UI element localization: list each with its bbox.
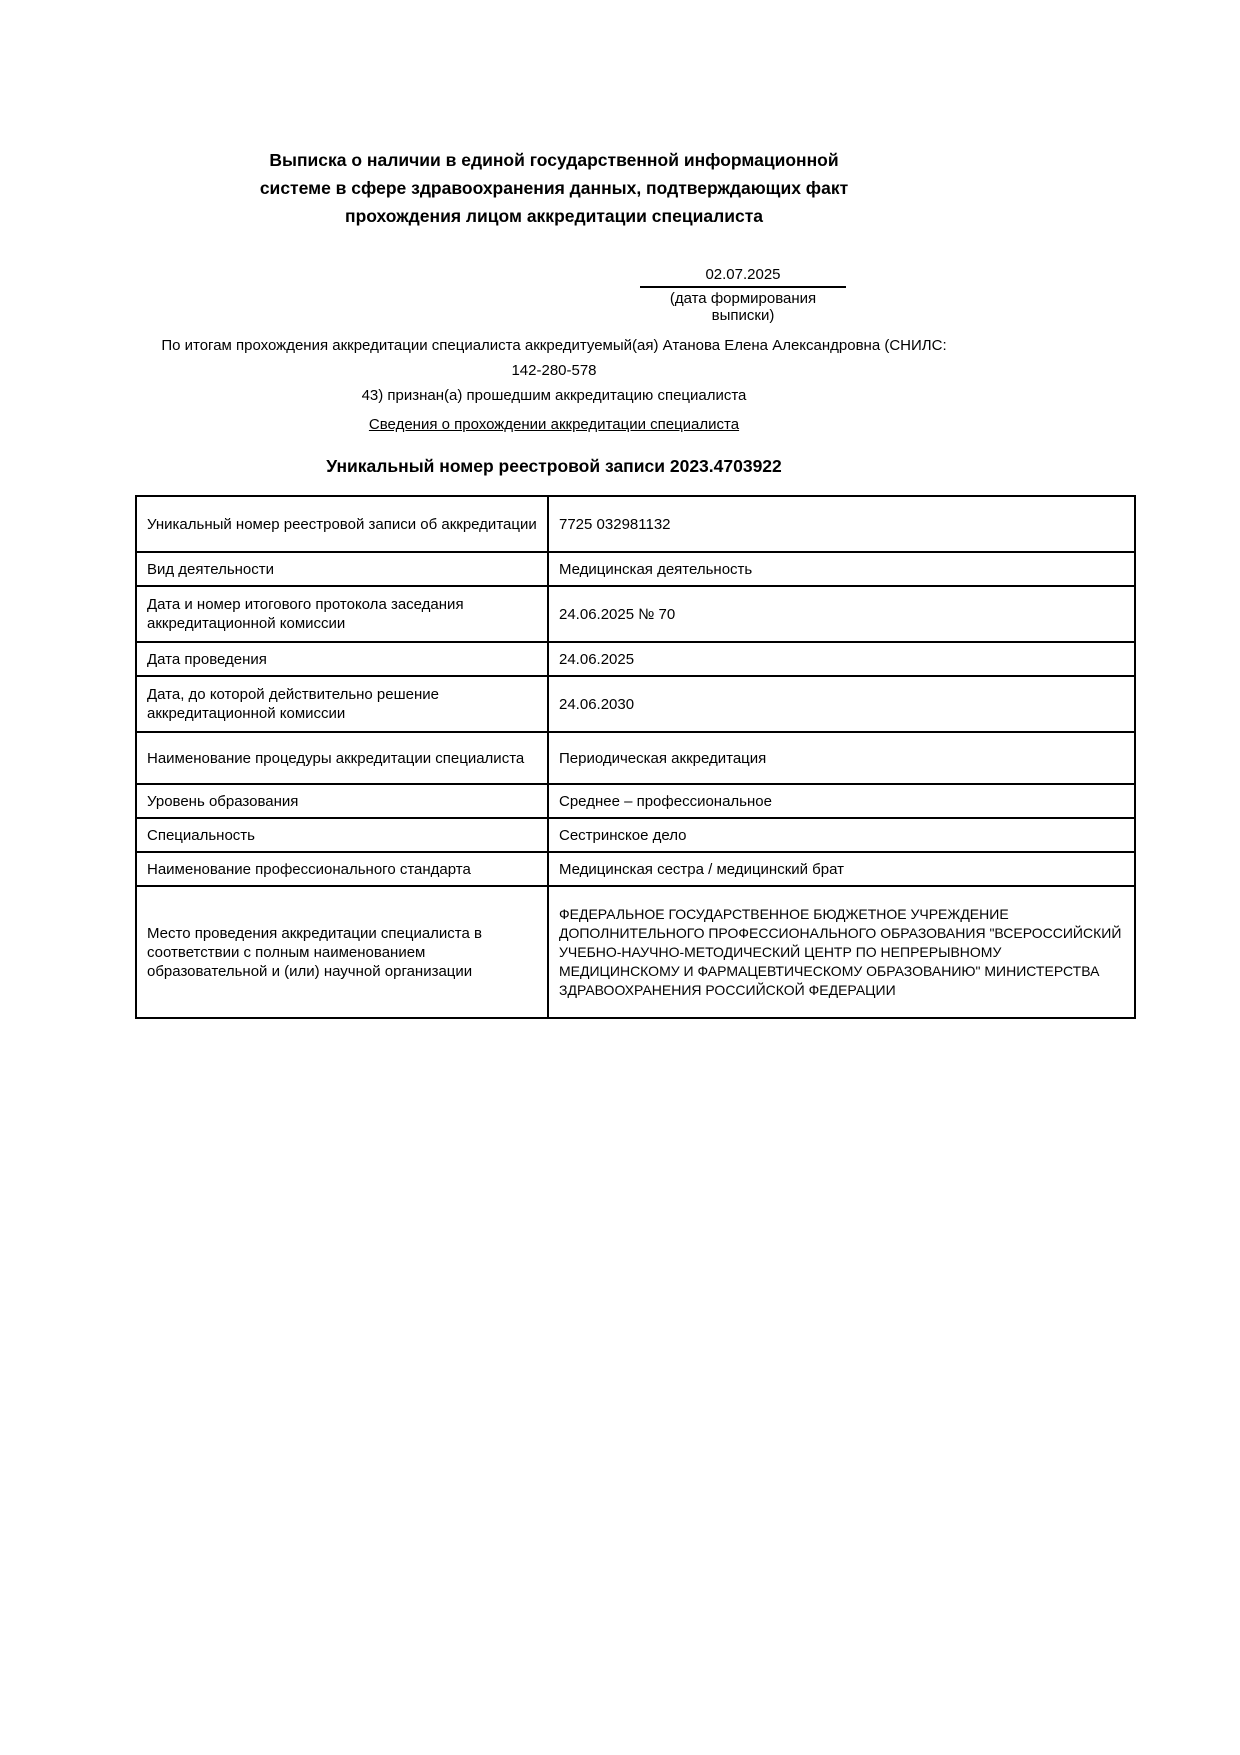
table-row	[136, 784, 1135, 818]
row-value-cell: Медицинская деятельность	[548, 552, 1135, 586]
row-label-cell: Дата, до которой действительно решение аккредитационной комиссии	[136, 676, 548, 732]
formation-date: 02.07.2025	[640, 266, 846, 288]
table-row	[136, 852, 1135, 886]
document-title	[146, 146, 962, 230]
table-row	[136, 552, 1135, 586]
accreditation-summary-line: 43) признан(а) прошедшим аккредитацию специалиста	[361, 387, 747, 404]
row-label-cell: Специальность	[136, 818, 548, 852]
table-row	[136, 496, 1135, 552]
table-row	[136, 676, 1135, 732]
table-row	[136, 886, 1135, 1018]
formation-date-caption: (дата формирования выписки)	[669, 290, 817, 324]
row-label-cell: Место проведения аккредитации специалиста в соответствии с полным наименованием образовательной и (или) научной организации	[136, 886, 548, 1018]
row-value-cell: 24.06.2025 № 70	[548, 586, 1135, 642]
document-title-line: прохождения лицом аккредитации специалиста	[345, 206, 763, 226]
row-label-cell: Вид деятельности	[136, 552, 548, 586]
row-value-cell: Периодическая аккредитация	[548, 732, 1135, 784]
row-value-cell: 24.06.2030	[548, 676, 1135, 732]
registry-record-heading: Уникальный номер реестровой записи 2023.4703922	[326, 456, 782, 476]
row-value-cell: Медицинская сестра / медицинский брат	[548, 852, 1135, 886]
document-title-line: системе в сфере здравоохранения данных, подтверждающих факт	[259, 178, 849, 198]
table-row	[136, 586, 1135, 642]
section-heading: Сведения о прохождении аккредитации специалиста	[368, 416, 740, 433]
accreditation-summary-line: По итогам прохождения аккредитации специалиста аккредитуемый(ая) Атанова Елена Александровна (СНИЛС: 142-280-578	[161, 337, 947, 379]
row-value-cell: Среднее – профессиональное	[548, 784, 1135, 818]
row-label-cell: Дата проведения	[136, 642, 548, 676]
row-label-cell: Уровень образования	[136, 784, 548, 818]
accreditation-details-table	[135, 495, 1136, 1019]
accreditation-summary-paragraph	[146, 333, 962, 408]
row-value-cell: ФЕДЕРАЛЬНОЕ ГОСУДАРСТВЕННОЕ БЮДЖЕТНОЕ УЧРЕЖДЕНИЕ ДОПОЛНИТЕЛЬНОГО ПРОФЕССИОНАЛЬНОГО ОБРАЗОВАНИЯ "ВСЕРОССИЙСКИЙ УЧЕБНО-НАУЧНО-МЕТОДИЧЕСКИЙ ЦЕНТР ПО НЕПРЕРЫВНОМУ МЕДИЦИНСКОМУ И ФАРМАЦЕВТИЧЕСКОМУ ОБРАЗОВАНИЮ" МИНИСТЕРСТВА ЗДРАВООХРАНЕНИЯ РОССИЙСКОЙ ФЕДЕРАЦИИ	[548, 886, 1135, 1018]
formation-date-block	[640, 266, 846, 324]
table-row	[136, 732, 1135, 784]
row-value-cell: 24.06.2025	[548, 642, 1135, 676]
row-label-cell: Наименование процедуры аккредитации специалиста	[136, 732, 548, 784]
table-row	[136, 642, 1135, 676]
document-title-line: Выписка о наличии в единой государственной информационной	[269, 150, 839, 170]
row-label-cell: Дата и номер итогового протокола заседания аккредитационной комиссии	[136, 586, 548, 642]
row-value-cell: Сестринское дело	[548, 818, 1135, 852]
row-value-cell: 7725 032981132	[548, 496, 1135, 552]
table-row	[136, 818, 1135, 852]
row-label-cell: Наименование профессионального стандарта	[136, 852, 548, 886]
row-label-cell: Уникальный номер реестровой записи об аккредитации	[136, 496, 548, 552]
